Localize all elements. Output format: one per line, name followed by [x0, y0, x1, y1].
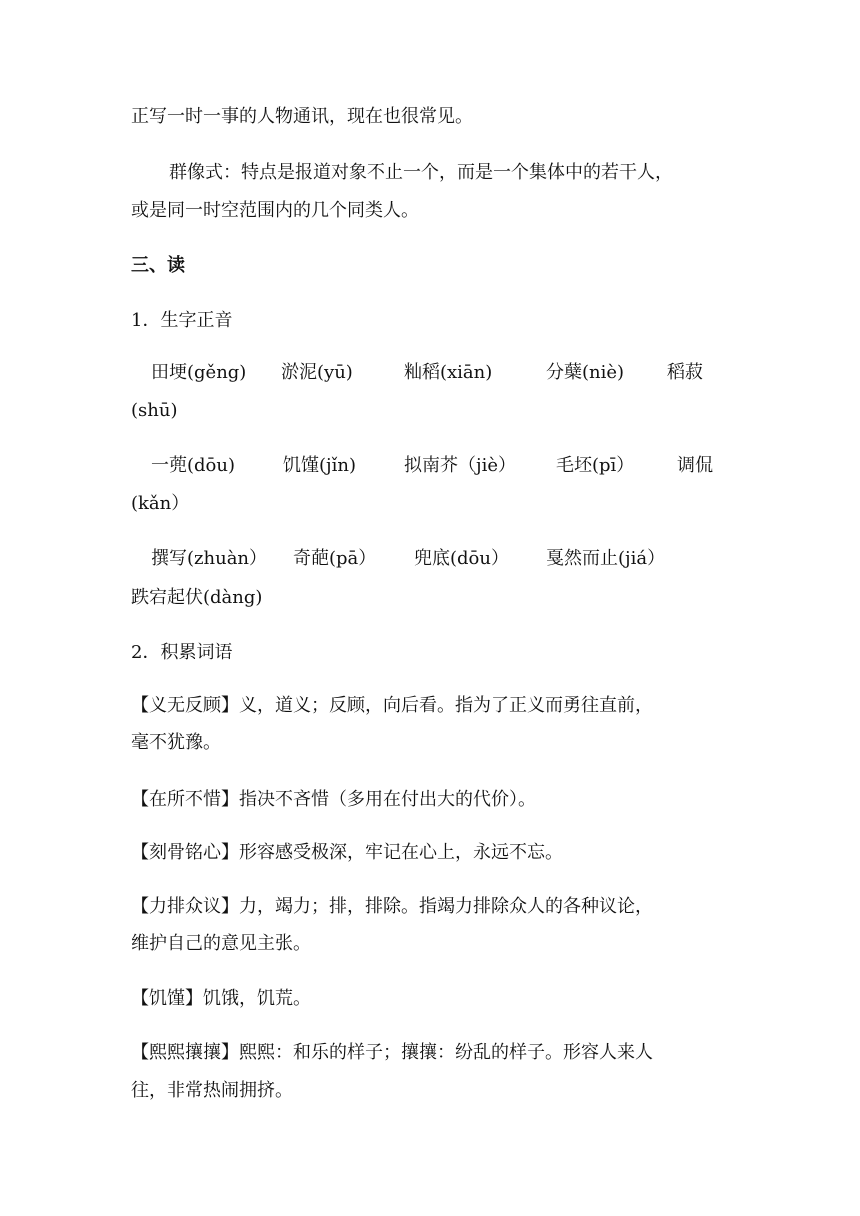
- pinyin-word: 调侃: [677, 455, 713, 476]
- pinyin-word: 淤泥(yū): [281, 362, 353, 383]
- paragraph-2-line-1: 群像式：特点是报道对象不止一个，而是一个集体中的若干人，: [169, 162, 673, 183]
- glossary-definition-continued: 维护自己的意见主张。: [131, 933, 311, 954]
- glossary-definition: 力，竭力；排，排除。指竭力排除众人的各种议论，: [239, 896, 653, 917]
- glossary-term: 【义无反顾】: [131, 695, 239, 716]
- glossary-entry: [131, 1041, 731, 1065]
- glossary-definition-continued: 毫不犹豫。: [131, 732, 221, 753]
- pinyin-word: 兜底(dōu）: [414, 548, 509, 569]
- subheading-pronunciation: 1．生字正音: [131, 310, 233, 331]
- glossary-entry: [131, 987, 731, 1011]
- glossary-definition: 饥饿，饥荒。: [203, 988, 311, 1009]
- glossary-term: 【熙熙攘攘】: [131, 1042, 239, 1063]
- glossary-term: 【刻骨铭心】: [131, 842, 239, 863]
- pinyin-word: (shū): [131, 400, 178, 421]
- glossary-definition-continued: 往，非常热闹拥挤。: [131, 1080, 293, 1101]
- glossary-term: 【在所不惜】: [131, 789, 239, 810]
- pinyin-word: 撰写(zhuàn）: [151, 548, 268, 569]
- pinyin-word: 戛然而止(jiá）: [546, 548, 666, 569]
- pinyin-word: 跌宕起伏(dàng): [131, 587, 263, 608]
- glossary-entry: [131, 895, 731, 919]
- pinyin-word: 毛坯(pī）: [556, 455, 635, 476]
- paragraph-2-line-2: 或是同一时空范围内的几个同类人。: [131, 200, 419, 221]
- pinyin-word: 奇葩(pā）: [293, 548, 377, 569]
- pinyin-word: 稻菽: [667, 362, 703, 383]
- glossary-entry: [131, 841, 731, 865]
- subheading-vocabulary: 2．积累词语: [131, 642, 233, 663]
- pinyin-word: 分蘖(niè): [546, 362, 625, 383]
- glossary-term: 【力排众议】: [131, 896, 239, 917]
- glossary-entry: [131, 788, 731, 812]
- pinyin-word: 饥馑(jǐn): [283, 455, 356, 476]
- paragraph-1: 正写一时一事的人物通讯，现在也很常见。: [131, 106, 473, 127]
- pinyin-word: 一蔸(dōu): [151, 455, 235, 476]
- glossary-term: 【饥馑】: [131, 988, 203, 1009]
- glossary-definition: 形容感受极深，牢记在心上，永远不忘。: [239, 842, 563, 863]
- pinyin-word: 拟南芥（jiè）: [404, 455, 516, 476]
- glossary-definition: 义，道义；反顾，向后看。指为了正义而勇往直前，: [239, 695, 653, 716]
- glossary-entry: [131, 694, 731, 718]
- pinyin-word: 田埂(gěng): [151, 362, 247, 383]
- glossary-definition: 指决不吝惜（多用在付出大的代价）。: [239, 789, 536, 810]
- glossary-definition: 熙熙：和乐的样子；攘攘：纷乱的样子。形容人来人: [239, 1042, 653, 1063]
- section-heading: 三、读: [131, 255, 185, 276]
- pinyin-word: (kǎn）: [131, 493, 190, 514]
- pinyin-word: 籼稻(xiān): [404, 362, 493, 383]
